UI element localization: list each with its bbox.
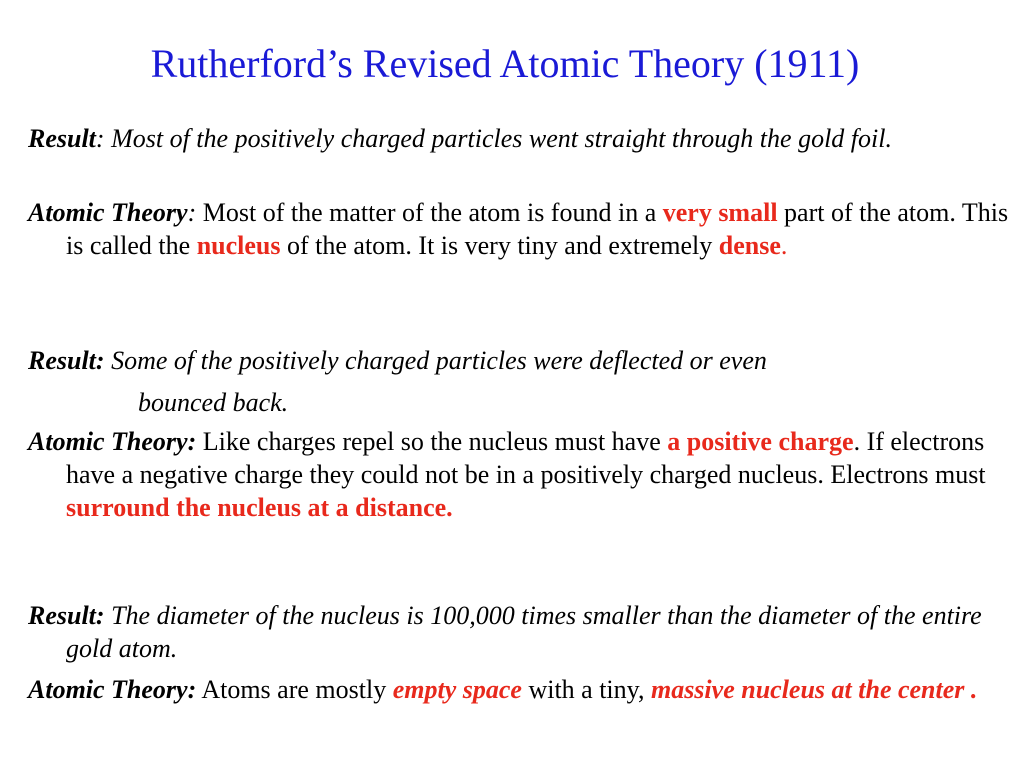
result-paragraph-1	[28, 122, 1018, 155]
label-colon: :	[187, 198, 197, 227]
theory-text-part: part of the atom. This is called the	[66, 198, 1009, 260]
result-text-line-1: Some of the positively charged particles were deflected or even	[104, 346, 767, 375]
atomic-theory-paragraph-2	[28, 425, 1018, 524]
theory-text-part: Atoms are mostly	[196, 675, 393, 704]
atomic-theory-label: Atomic Theory:	[28, 427, 197, 456]
period-red: .	[780, 231, 788, 260]
result-paragraph-3	[28, 599, 1018, 665]
slide-title: Rutherford’s Revised Atomic Theory (1911)	[150, 41, 860, 86]
result-text: : Most of the positively charged particles went straight through the gold foil.	[95, 124, 892, 153]
result-label: Result	[28, 124, 96, 153]
highlight-very-small: very small	[662, 198, 778, 227]
highlight-empty-space: empty space	[392, 675, 522, 704]
theory-text-part: . If electrons have a negative charge they could not be in a positively charged nucleus. Electrons must	[66, 427, 986, 489]
atomic-theory-paragraph-1	[28, 196, 1020, 262]
atomic-theory-label: Atomic Theory	[28, 198, 188, 227]
theory-text-part: Like charges repel so the nucleus must have	[196, 427, 668, 456]
highlight-positive-charge: a positive charge	[667, 427, 854, 456]
highlight-dense: dense	[718, 231, 781, 260]
result-paragraph-2	[28, 340, 1018, 424]
highlight-surround-nucleus: surround the nucleus at a distance.	[66, 493, 453, 522]
result-text-line-2: bounced back.	[138, 388, 289, 417]
atomic-theory-paragraph-3	[28, 673, 1018, 706]
result-label: Result:	[28, 346, 105, 375]
highlight-nucleus: nucleus	[196, 231, 281, 260]
result-label: Result:	[28, 601, 105, 630]
theory-text-part: Most of the matter of the atom is found in a	[196, 198, 663, 227]
atomic-theory-label: Atomic Theory:	[28, 675, 197, 704]
result-text: The diameter of the nucleus is 100,000 times smaller than the diameter of the entire gold atom.	[66, 601, 982, 663]
theory-text-part: of the atom. It is very tiny and extremely	[280, 231, 719, 260]
theory-text-part: with a tiny,	[521, 675, 651, 704]
highlight-massive-nucleus: massive nucleus at the center .	[650, 675, 978, 704]
